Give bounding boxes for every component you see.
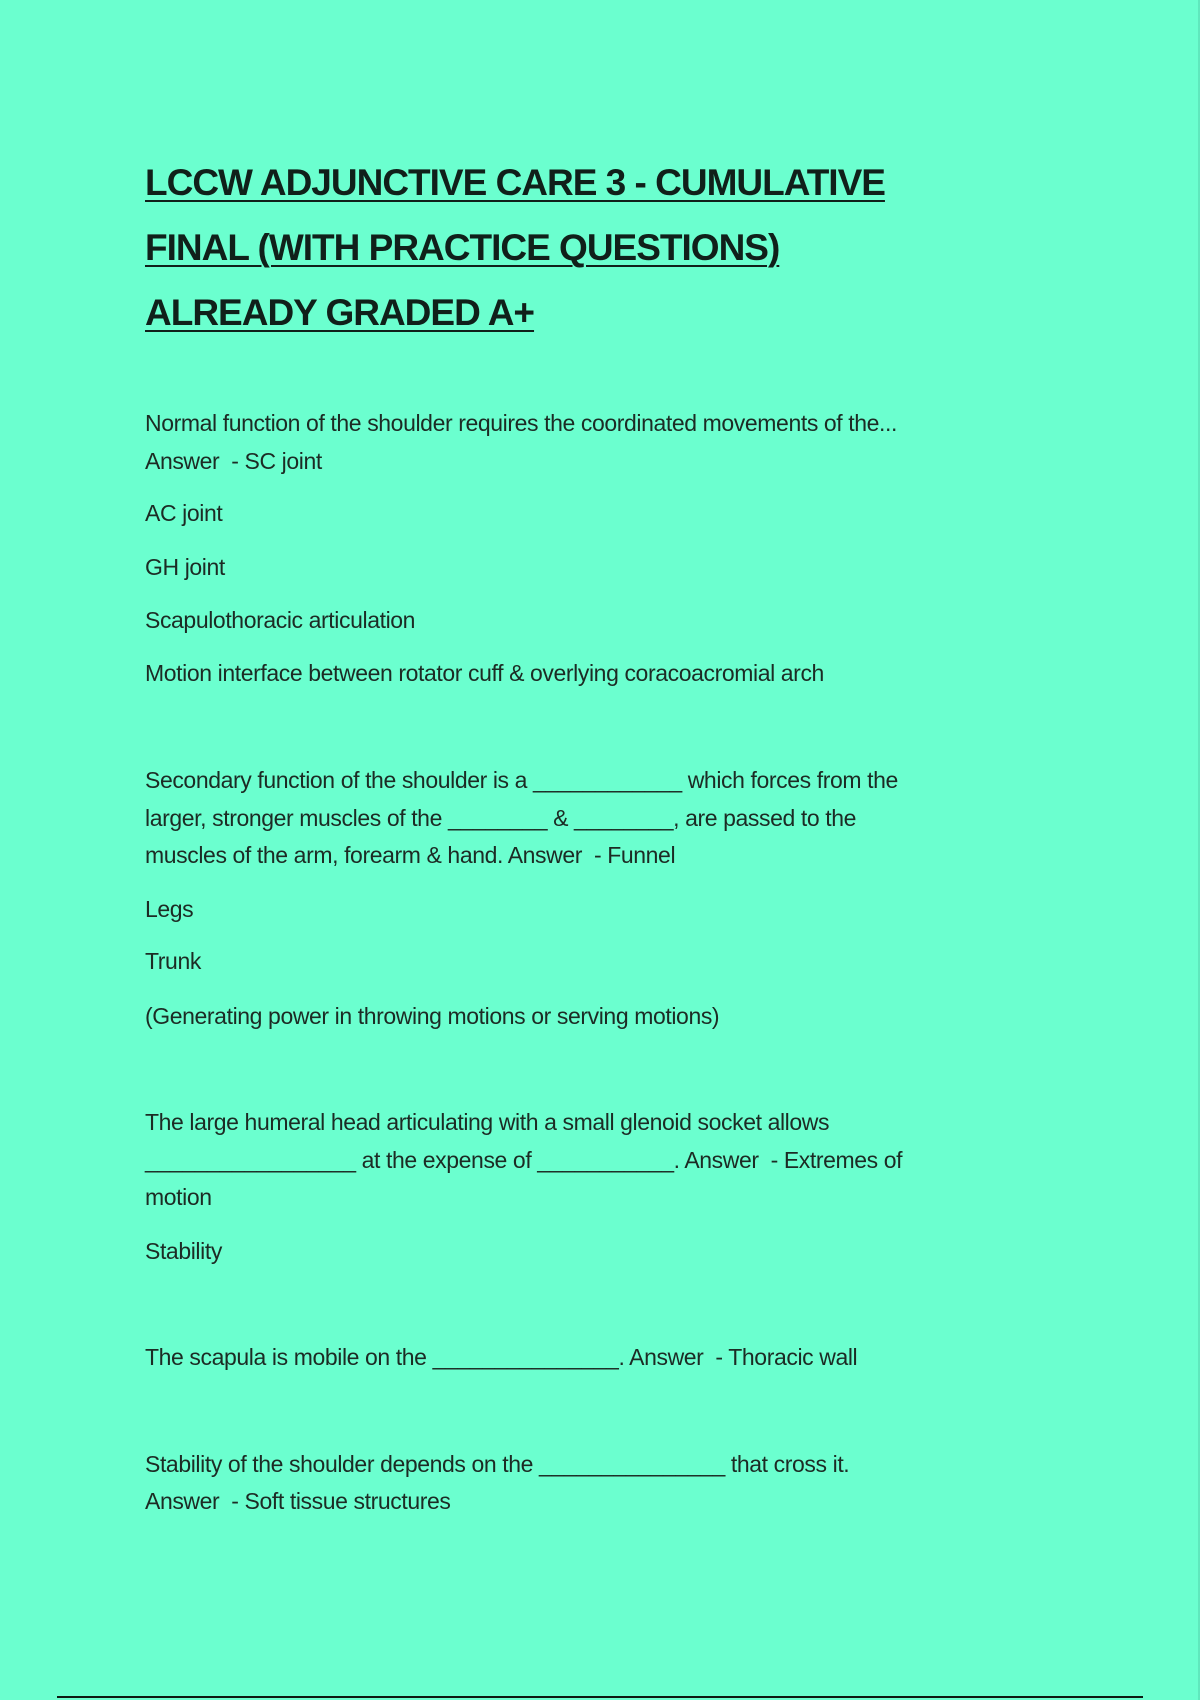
answer-text: Motion interface between rotator cuff & overlying coracoacromial arch [145,660,824,686]
answer-text: motion [145,1184,212,1210]
question-text: _________________ at the expense of ___________. Answer - Extremes of [145,1147,903,1173]
question-text: Normal function of the shoulder requires the coordinated movements of the... [145,410,898,436]
answer-text: Answer - SC joint [145,448,322,474]
answer-text: Trunk [145,948,201,974]
answer-text: Legs [145,896,194,922]
question-text: The scapula is mobile on the _______________. Answer - Thoracic wall [145,1344,858,1370]
answer-text: AC joint [145,500,223,526]
answer-text: Stability [145,1238,222,1264]
answer-text: GH joint [145,554,225,580]
document-title [145,150,885,345]
answer-text: muscles of the arm, forearm & hand. Answer - Funnel [145,842,676,868]
question-text: Stability of the shoulder depends on the _______________ that cross it. [145,1451,850,1477]
title-line: ALREADY GRADED A+ [145,292,535,333]
answer-text: Answer - Soft tissue structures [145,1488,451,1514]
page-bottom-rule [57,1696,1143,1698]
title-line: LCCW ADJUNCTIVE CARE 3 - CUMULATIVE [145,162,885,203]
question-text: The large humeral head articulating with a small glenoid socket allows [145,1109,830,1135]
title-line: FINAL (WITH PRACTICE QUESTIONS) [145,227,780,268]
answer-text: Scapulothoracic articulation [145,607,416,633]
question-text: larger, stronger muscles of the ________ & ________, are passed to the [145,805,857,831]
question-text: Secondary function of the shoulder is a ____________ which forces from the [145,767,898,793]
answer-text: (Generating power in throwing motions or serving motions) [145,1003,720,1029]
